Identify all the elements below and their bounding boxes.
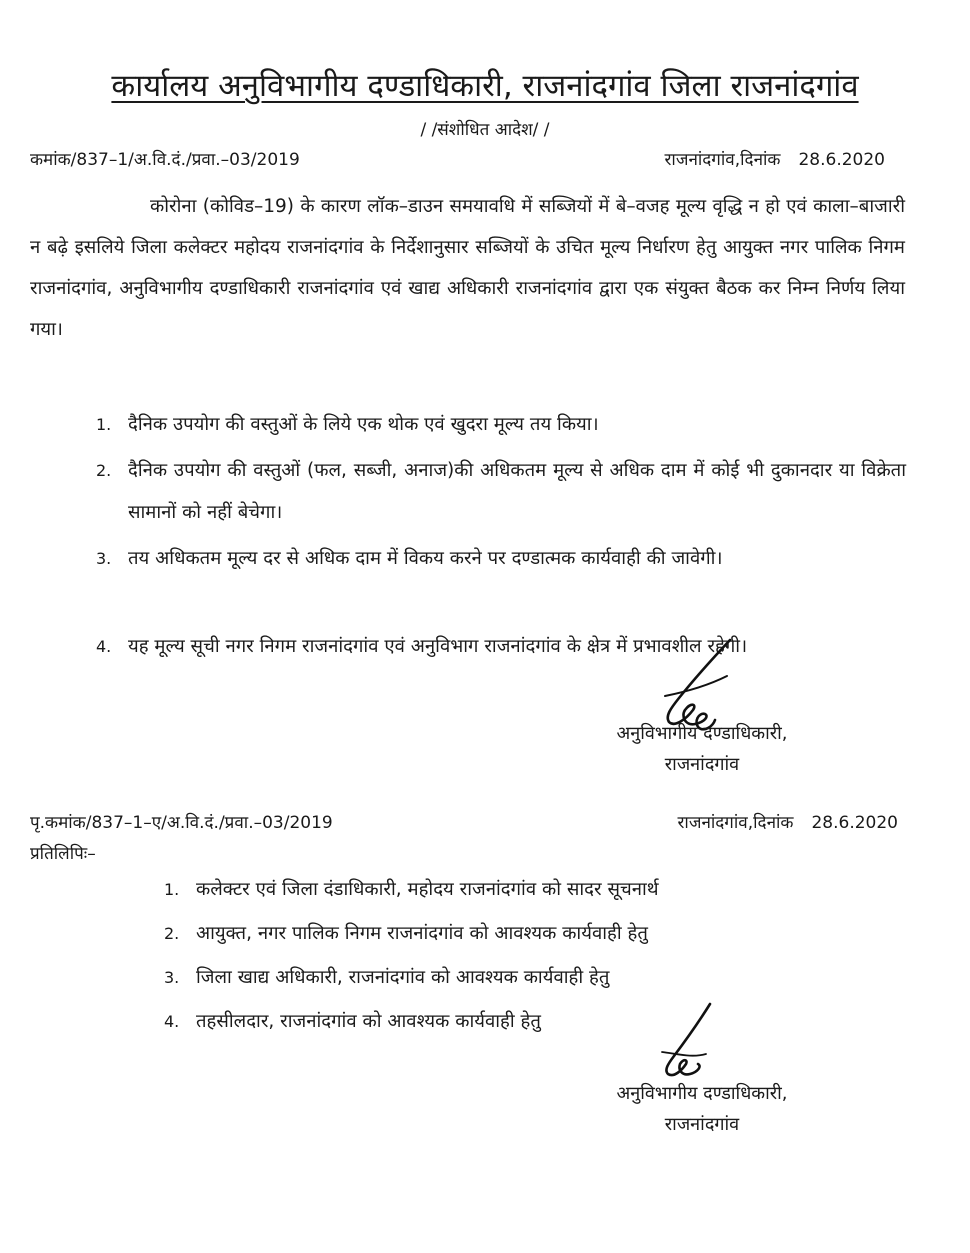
copy-recipient-number: 1. — [164, 880, 180, 899]
decision-number: 1. — [96, 415, 112, 434]
copy-place-date-label: राजनांदगांव,दिनांक — [677, 813, 794, 833]
signatory-place: राजनांदगांव — [664, 1114, 740, 1135]
signature-mark-2 — [640, 1000, 730, 1080]
copy-to-label: प्रतिलिपिः– — [30, 844, 96, 864]
copy-reference-number: पृ.कमांक/837–1–ए/अ.वि.दं./प्रवा.–03/2019 — [30, 813, 333, 833]
order-body-paragraph: कोरोना (कोविड–19) के कारण लॉक–डाउन समयावधि में सब्जियों में बे–वजह मूल्य वृद्धि न हो एवं काला–बाजारी न बढ़े इसलिये जिला कलेक्टर महोदय राजनांदगांव के निर्देशानुसार सब्जियों के उचित मूल्य निर्धारण हेतु आयुक्त नगर पालिक निगम राजनांदगांव, अनुविभागीय दण्डाधिकारी राजनांदगांव एवं खाद्य अधिकारी राजनांदगांव द्वारा एक संयुक्त बैठक कर निम्न निर्णय लिया गया। — [30, 196, 905, 340]
signatory-designation: अनुविभागीय दण्डाधिकारी, — [616, 723, 788, 744]
signatory-place: राजनांदगांव — [664, 754, 740, 775]
copy-recipient-text: कलेक्टर एवं जिला दंडाधिकारी, महोदय राजनांदगांव को सादर सूचनार्थ — [196, 879, 659, 900]
decision-number: 4. — [96, 637, 112, 656]
office-heading — [0, 66, 970, 106]
copy-recipient-number: 4. — [164, 1012, 180, 1031]
order-date: 28.6.2020 — [798, 150, 885, 170]
decision-text: दैनिक उपयोग की वस्तुओं (फल, सब्जी, अनाज)की अधिकतम मूल्य से अधिक दाम में कोई भी दुकानदार या विक्रेता सामानों को नहीं बेचेगा। — [128, 460, 906, 523]
decision-number: 2. — [96, 461, 112, 480]
copy-place-date — [677, 811, 898, 835]
signature-block-2 — [582, 1078, 822, 1140]
decision-text: दैनिक उपयोग की वस्तुओं के लिये एक थोक एवं खुदरा मूल्य तय किया। — [128, 414, 599, 435]
signature-block-1 — [582, 718, 822, 780]
copy-recipient-text: आयुक्त, नगर पालिक निगम राजनांदगांव को आवश्यक कार्यवाही हेतु — [196, 923, 648, 944]
order-place-date — [664, 148, 885, 172]
decision-text: तय अधिकतम मूल्य दर से अधिक दाम में विकय करने पर दण्डात्मक कार्यवाही की जावेगी। — [128, 548, 723, 569]
copy-recipient-text: तहसीलदार, राजनांदगांव को आवश्यक कार्यवाही हेतु — [196, 1011, 541, 1032]
order-place-date-label: राजनांदगांव,दिनांक — [664, 150, 781, 170]
copy-recipient-text: जिला खाद्य अधिकारी, राजनांदगांव को आवश्यक कार्यवाही हेतु — [196, 967, 610, 988]
copy-recipient-number: 3. — [164, 968, 180, 987]
revised-order-title: / /संशोधित आदेश/ / — [420, 120, 550, 140]
signatory-designation: अनुविभागीय दण्डाधिकारी, — [616, 1083, 788, 1104]
copy-recipient-number: 2. — [164, 924, 180, 943]
decision-text: यह मूल्य सूची नगर निगम राजनांदगांव एवं अनुविभाग राजनांदगांव के क्षेत्र में प्रभावशील रहेगी। — [128, 636, 748, 657]
copy-date: 28.6.2020 — [811, 813, 898, 833]
decision-number: 3. — [96, 549, 112, 568]
order-reference-number: कमांक/837–1/अ.वि.दं./प्रवा.–03/2019 — [30, 150, 300, 170]
office-heading-text: कार्यालय अनुविभागीय दण्डाधिकारी, राजनांदगांव जिला राजनांदगांव — [111, 68, 859, 104]
